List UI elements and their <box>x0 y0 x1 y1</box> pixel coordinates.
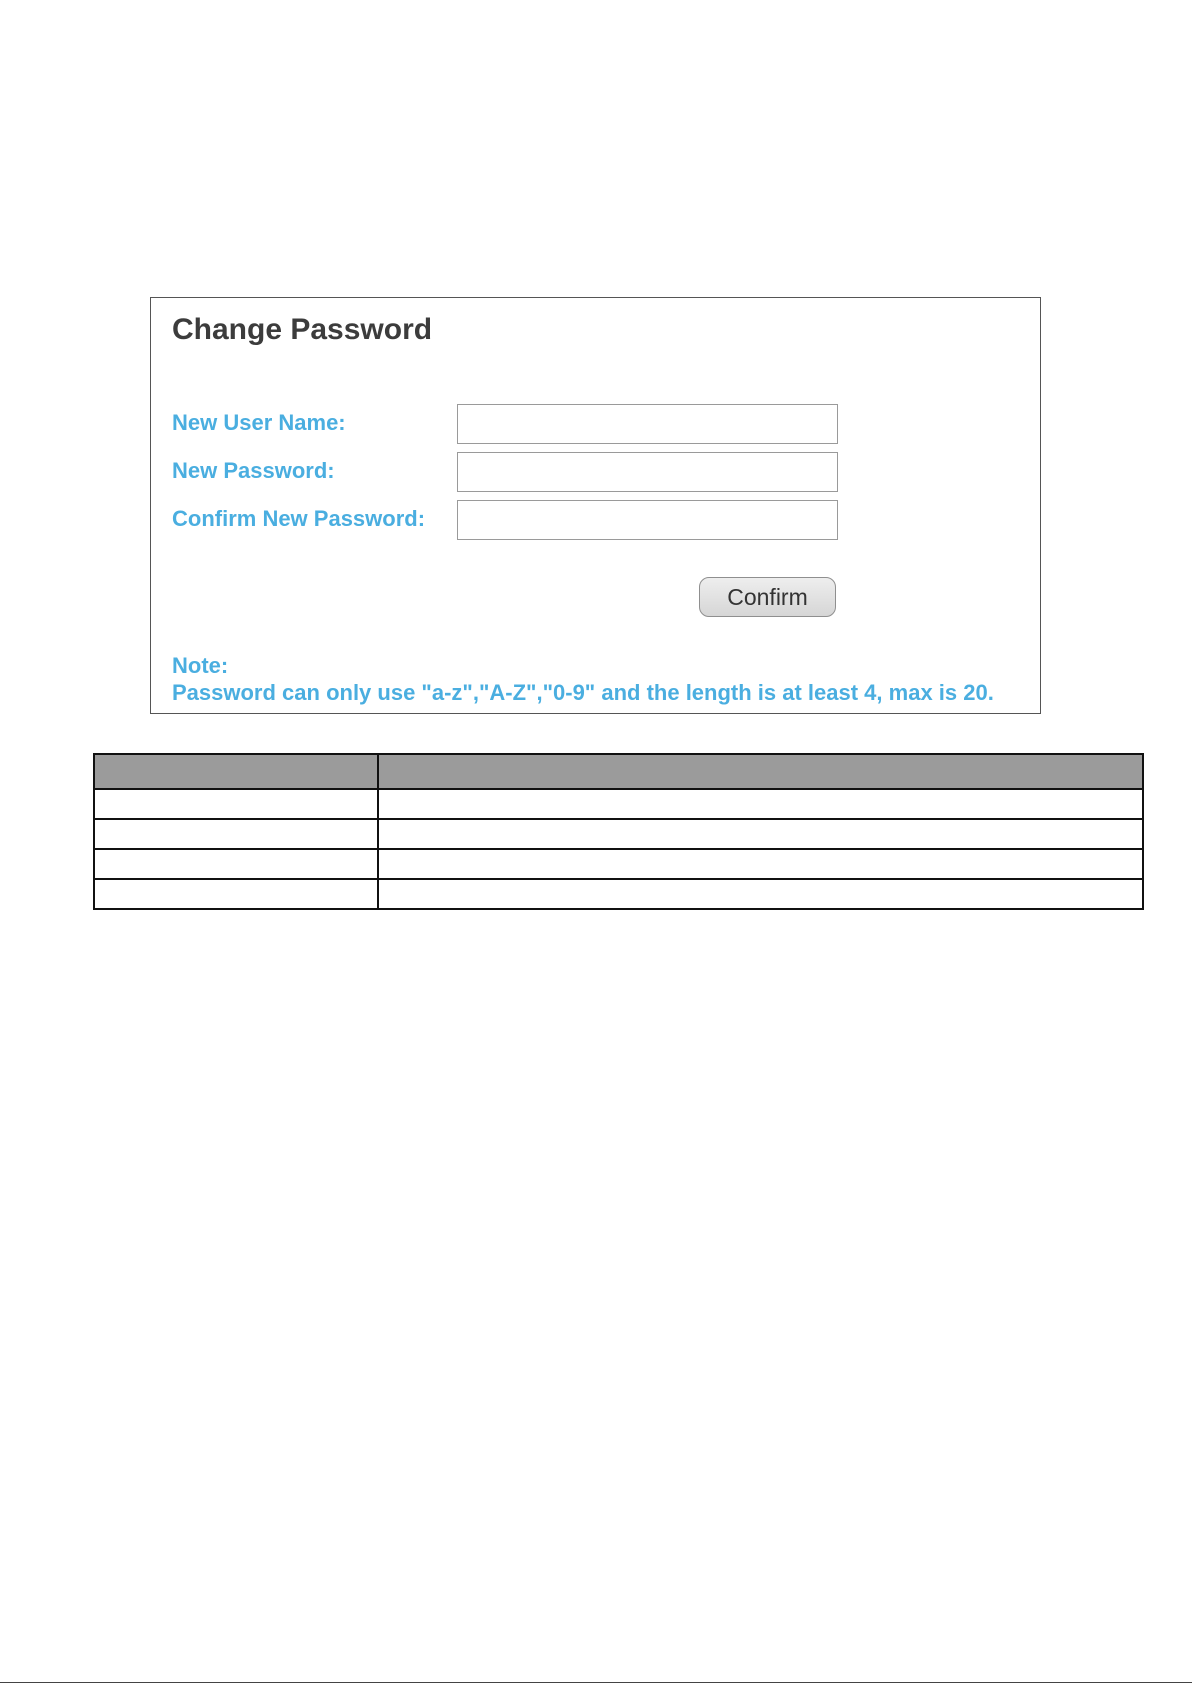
table-header-row <box>94 754 1143 789</box>
confirm-button[interactable]: Confirm <box>699 577 836 617</box>
table-cell <box>94 789 378 819</box>
new-password-input[interactable] <box>457 452 838 492</box>
table-cell <box>378 849 1143 879</box>
confirm-new-password-input[interactable] <box>457 500 838 540</box>
table-row <box>94 789 1143 819</box>
change-password-panel <box>150 297 1041 714</box>
note-heading: Note: <box>172 653 229 678</box>
password-note <box>172 652 994 706</box>
new-user-name-label: New User Name: <box>172 410 346 435</box>
form-row-confirm-new-password <box>172 500 832 540</box>
table-cell <box>94 849 378 879</box>
table-cell <box>378 879 1143 909</box>
page-title: Change Password <box>172 313 433 346</box>
table-header-cell <box>94 754 378 789</box>
table-cell <box>94 819 378 849</box>
footer-divider <box>0 1682 1192 1683</box>
table-cell <box>378 819 1143 849</box>
table-cell <box>378 789 1143 819</box>
new-user-name-input[interactable] <box>457 404 838 444</box>
confirm-new-password-label: Confirm New Password: <box>172 506 426 531</box>
form-row-new-user-name <box>172 404 832 444</box>
table-row <box>94 879 1143 909</box>
description-table <box>93 753 1144 910</box>
table-row <box>94 819 1143 849</box>
note-text: Password can only use "a-z","A-Z","0-9" and the length is at least 4, max is 20. <box>172 680 994 705</box>
table-cell <box>94 879 378 909</box>
table-row <box>94 849 1143 879</box>
table-header-cell <box>378 754 1143 789</box>
form-row-new-password <box>172 452 832 492</box>
new-password-label: New Password: <box>172 458 335 483</box>
